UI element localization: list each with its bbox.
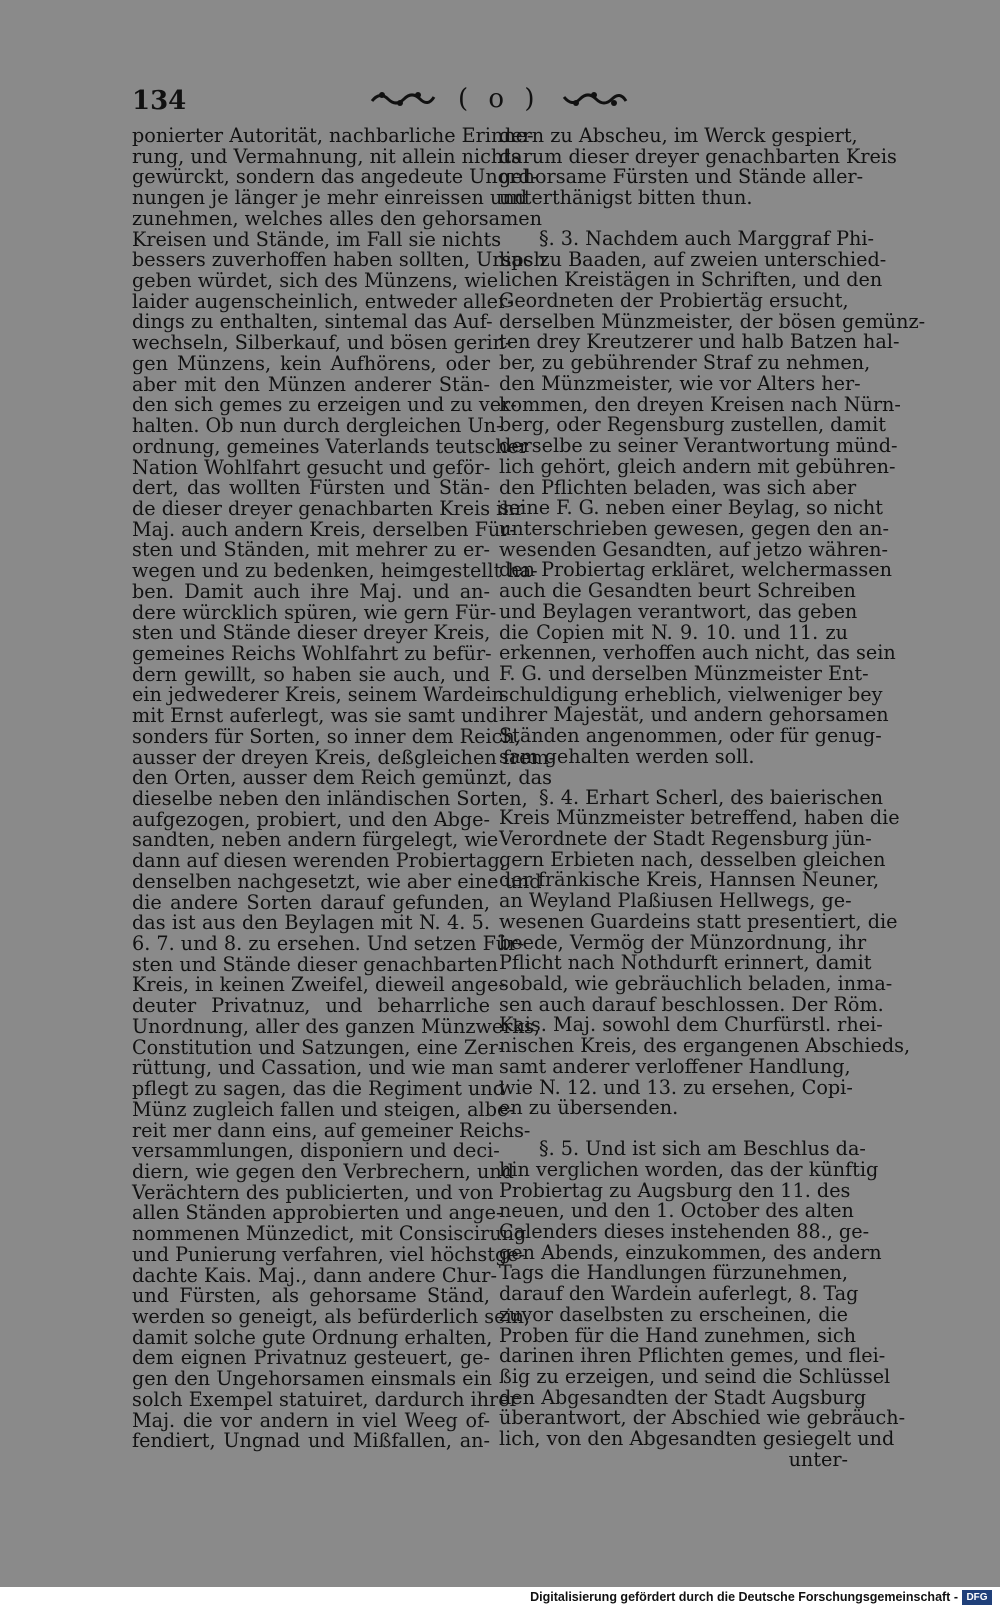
footer-bar: [0, 1587, 1000, 1609]
text-line: die andere Sorten darauf gefunden,: [132, 890, 490, 914]
text-line: ausser der dreyen Kreis, deßgleichen frem-: [132, 745, 556, 769]
text-line: mit Ernst auferlegt, was sie samt und: [132, 704, 498, 728]
text-line: den Münzmeister, wie vor Alters her-: [499, 371, 861, 395]
text-line: Verächtern des publicierten, und von: [132, 1180, 494, 1204]
text-line: Proben für die Hand zunehmen, sich: [499, 1323, 856, 1347]
text-line: sten und Stände dieser dreyer Kreis,: [132, 621, 491, 645]
text-line: samt anderer verloffener Handlung,: [499, 1054, 851, 1078]
text-line: den sich gemes zu erzeigen und zu ver-: [132, 393, 517, 417]
text-line: sobald, wie gebräuchlich beladen, inma-: [499, 972, 893, 996]
text-line: ber, zu gebührender Straf zu nehmen,: [499, 351, 871, 375]
text-line: F. G. und derselben Münzmeister Ent-: [499, 661, 869, 685]
text-line: §. 3. Nachdem auch Marggraf Phi-: [539, 226, 874, 250]
text-line: unterschrieben gewesen, gegen den an-: [499, 516, 889, 540]
text-line: halten. Ob nun durch dergleichen Un-: [132, 414, 503, 438]
text-line: Kreisen und Stände, im Fall sie nichts: [132, 227, 502, 251]
text-line: wie N. 12. und 13. zu ersehen, Copi-: [499, 1075, 853, 1099]
text-line: diern, wie gegen den Verbrechern, und: [132, 1159, 514, 1183]
text-line: sten und Ständen, mit mehrer zu er-: [132, 538, 490, 562]
text-line: bessers zuverhoffen haben sollten, Ursach: [132, 248, 546, 272]
text-line: wesenden Gesandten, auf jetzo währen-: [499, 537, 889, 561]
text-line: wechseln, Silberkauf, und bösen gerin-: [132, 331, 512, 355]
text-line: gern Erbieten nach, desselben gleichen: [499, 847, 886, 871]
text-line: dern gewillt, so haben sie auch, und: [132, 662, 490, 686]
text-line: dem eignen Privatnuz gesteuert, ge-: [132, 1346, 490, 1370]
text-line: das ist aus den Beylagen mit N. 4. 5.: [132, 911, 490, 935]
running-header: [132, 86, 872, 126]
text-line: gen Münzens, kein Aufhörens, oder: [132, 351, 490, 375]
text-line: darauf den Wardein auferlegt, 8. Tag: [499, 1282, 859, 1306]
text-line: seine F. G. neben einer Beylag, so nicht: [499, 496, 883, 520]
paragraph-5: [499, 1137, 906, 1451]
text-line: sen auch darauf beschlossen. Der Röm.: [499, 992, 884, 1016]
text-line: und Punierung verfahren, viel höchstge-: [132, 1242, 526, 1266]
left-column: [132, 124, 556, 1453]
text-line: ordnung, gemeines Vaterlands teutscher: [132, 434, 529, 458]
text-line: unterthänigst bitten thun.: [499, 186, 753, 210]
text-line: lips zu Baaden, auf zweien unterschied-: [499, 247, 887, 271]
text-line: dieselbe neben den inländischen Sorten,: [132, 787, 528, 810]
text-line: damit solche gute Ordnung erhalten,: [132, 1325, 493, 1349]
text-line: hin verglichen worden, das der künftig: [499, 1157, 879, 1181]
text-line: reit mer dann eins, auf gemeiner Reichs-: [132, 1118, 531, 1142]
text-line: de dieser dreyer genachbarten Kreis ihr: [132, 496, 524, 520]
right-column: [499, 124, 926, 1471]
text-line: dere würcklich spüren, wie gern Für-: [132, 600, 497, 624]
text-line: gen den Ungehorsamen einsmals ein: [132, 1367, 492, 1391]
text-line: an Weyland Plaßiusen Hellwegs, ge-: [499, 889, 852, 913]
text-line: neuen, und den 1. October des alten: [499, 1199, 854, 1223]
text-line: ein jedwederer Kreis, seinem Wardein: [132, 683, 504, 707]
text-line: §. 4. Erhart Scherl, des baierischen: [539, 785, 884, 809]
text-line: geben würdet, sich des Münzens, wie: [132, 269, 499, 293]
text-line: Calenders dieses instehenden 88., ge-: [499, 1219, 870, 1243]
text-line: überantwort, der Abschied wie gebräuch-: [499, 1406, 906, 1430]
text-line: schuldigung erheblich, vielweniger bey: [499, 682, 883, 706]
text-line: den Abgesandten der Stadt Augsburg: [499, 1385, 867, 1409]
text-line: 6. 7. und 8. zu ersehen. Und setzen Für-: [132, 932, 524, 956]
right-ornament-icon: [562, 87, 628, 111]
text-line: fendiert, Ungnad und Mißfallen, an-: [132, 1429, 490, 1453]
text-line: kommen, den dreyen Kreisen nach Nürn-: [499, 392, 901, 416]
text-line: dachte Kais. Maj., dann andere Chur-: [132, 1263, 497, 1287]
text-line: aber mit den Münzen anderer Stän-: [132, 372, 490, 396]
text-line: dings zu enthalten, sintemal das Auf-: [132, 310, 493, 334]
text-line: Unordnung, aller des ganzen Münzwerks,: [132, 1014, 541, 1038]
text-line: gen Abends, einzukommen, des andern: [499, 1240, 882, 1264]
text-line: den Probiertag erkläret, welchermassen: [499, 558, 892, 582]
text-line: ten drey Kreutzerer und halb Batzen hal-: [499, 330, 900, 354]
paragraph-4: [499, 785, 911, 1120]
footer-credit: Digitalisierung gefördert durch die Deutsche Forschungsgemeinschaft -: [530, 1590, 958, 1604]
text-line: den Orten, ausser dem Reich gemünzt, das: [132, 766, 552, 790]
text-line: gehorsame Fürsten und Stände aller-: [499, 165, 864, 189]
text-line: und Fürsten, als gehorsame Ständ,: [132, 1284, 490, 1308]
left-ornament-icon: [370, 87, 436, 111]
text-line: deuter Privatnuz, und beharrliche: [132, 994, 490, 1018]
text-line: sam gehalten werden soll.: [499, 744, 755, 768]
text-line: lich gehört, gleich andern mit gebühren-: [499, 454, 896, 478]
text-line: Kreis Münzmeister betreffend, haben die: [499, 806, 900, 830]
text-line: berg, oder Regensburg zustellen, damit: [499, 413, 886, 437]
text-line: Kreis, in keinen Zweifel, dieweil ange-: [132, 973, 505, 997]
text-line: auch die Gesandten beurt Schreiben: [499, 579, 856, 603]
text-line: sten und Stände dieser genachbarten: [132, 952, 498, 976]
text-line: Pflicht nach Nothdurft erinnert, damit: [499, 951, 872, 975]
header-ornament-group: [370, 84, 770, 114]
text-line: der fränkische Kreis, Hannsen Neuner,: [499, 868, 880, 892]
text-line: den Pflichten beladen, was sich aber: [499, 475, 857, 499]
text-line: ßig zu erzeigen, und seind die Schlüssel: [499, 1364, 891, 1388]
text-line: rüttung, und Cassation, und wie man: [132, 1056, 494, 1080]
text-line: beede, Vermög der Münzordnung, ihr: [499, 930, 867, 954]
text-line: ponierter Autorität, nachbarliche Erinne-: [132, 124, 534, 147]
text-line: §. 5. Und ist sich am Beschlus da-: [539, 1137, 866, 1161]
text-line: dann auf diesen werenden Probiertag,: [132, 849, 506, 873]
text-line: versammlungen, disponiern und deci-: [132, 1139, 500, 1163]
text-line: nommenen Münzedict, mit Consiscirung: [132, 1222, 527, 1246]
dfg-logo: DFG: [962, 1590, 992, 1605]
text-line: derselbe zu seiner Verantwortung münd-: [499, 434, 898, 458]
text-line: dert, das wollten Fürsten und Stän-: [132, 476, 490, 500]
right-intro: [499, 124, 897, 210]
text-line: Tags die Handlungen fürzunehmen,: [499, 1261, 848, 1285]
text-line: laider augenscheinlich, entweder aller-: [132, 289, 514, 313]
text-line: wesenen Guardeins statt presentiert, die: [499, 909, 898, 933]
text-line: pflegt zu sagen, das die Regiment und: [132, 1077, 506, 1101]
text-line: zuvor daselbsten zu erscheinen, die: [499, 1302, 848, 1326]
text-line: darinen ihren Pflichten gemes, und flei-: [499, 1344, 886, 1368]
text-line: lich, von den Abgesandten gesiegelt und: [499, 1427, 895, 1451]
text-line: Kais. Maj. sowohl dem Churfürstl. rhei-: [499, 1013, 883, 1037]
text-line: wegen und zu bedenken, heimgestellt ha-: [132, 559, 538, 583]
text-line: solch Exempel statuiret, dardurch ihrer: [132, 1387, 519, 1411]
text-line: und Beylagen verantwort, das geben: [499, 599, 858, 623]
text-line: Constitution und Satzungen, eine Zer-: [132, 1035, 505, 1059]
text-line: lichen Kreistägen in Schriften, und den: [499, 268, 883, 292]
text-line: darum dieser dreyer genachbarten Kreis: [499, 144, 897, 168]
text-line: Maj. auch andern Kreis, derselben Für-: [132, 517, 516, 541]
text-line: ben. Damit auch ihre Maj. und an-: [132, 579, 490, 603]
catchword: unter-: [788, 1447, 848, 1471]
text-line: Maj. die vor andern in viel Weeg of-: [132, 1408, 490, 1432]
text-line: werden so geneigt, als befürderlich sein,: [132, 1304, 531, 1328]
text-line: nungen je länger je mehr einreissen und: [132, 186, 528, 210]
text-line: gemeines Reichs Wohlfahrt zu befür-: [132, 641, 492, 665]
text-line: aufgezogen, probiert, und den Abge-: [132, 807, 490, 831]
text-line: sandten, neben andern fürgelegt, wie: [132, 828, 499, 852]
page-number: 134: [132, 86, 187, 116]
text-line: denselben nachgesetzt, wie aber eine und: [132, 869, 542, 893]
text-line: ihrer Majestät, und andern gehorsamen: [499, 703, 889, 727]
text-line: die Copien mit N. 9. 10. und 11. zu: [499, 620, 848, 644]
text-line: erkennen, verhoffen auch nicht, das sein: [499, 641, 896, 665]
text-line: gewürckt, sondern das angedeute Unord-: [132, 165, 538, 189]
text-line: nischen Kreis, des ergangenen Abschieds,: [499, 1034, 911, 1058]
text-line: zunehmen, welches alles den gehorsamen: [132, 206, 542, 230]
text-line: Münz zugleich fallen und steigen, albe-: [132, 1097, 515, 1121]
header-center-text: ( o ): [458, 84, 541, 114]
text-line: Verordnete der Stadt Regensburg jün-: [499, 827, 872, 850]
paragraph-3: [499, 226, 926, 768]
text-line: rung, und Vermahnung, nit allein nichts: [132, 144, 521, 168]
text-line: dern zu Abscheu, im Werck gespiert,: [499, 124, 858, 147]
text-line: en zu übersenden.: [499, 1096, 679, 1120]
text-line: Probiertag zu Augsburg den 11. des: [499, 1178, 851, 1202]
text-line: sonders für Sorten, so inner dem Reich,: [132, 724, 521, 748]
text-line: Nation Wohlfahrt gesucht und geför-: [132, 455, 491, 479]
text-line: derselben Münzmeister, der bösen gemünz-: [499, 309, 926, 333]
text-line: allen Ständen approbierten und ange-: [132, 1201, 503, 1225]
text-line: Geordneten der Probiertäg ersucht,: [499, 289, 849, 313]
text-line: Ständen angenommen, oder für genug-: [499, 724, 882, 748]
